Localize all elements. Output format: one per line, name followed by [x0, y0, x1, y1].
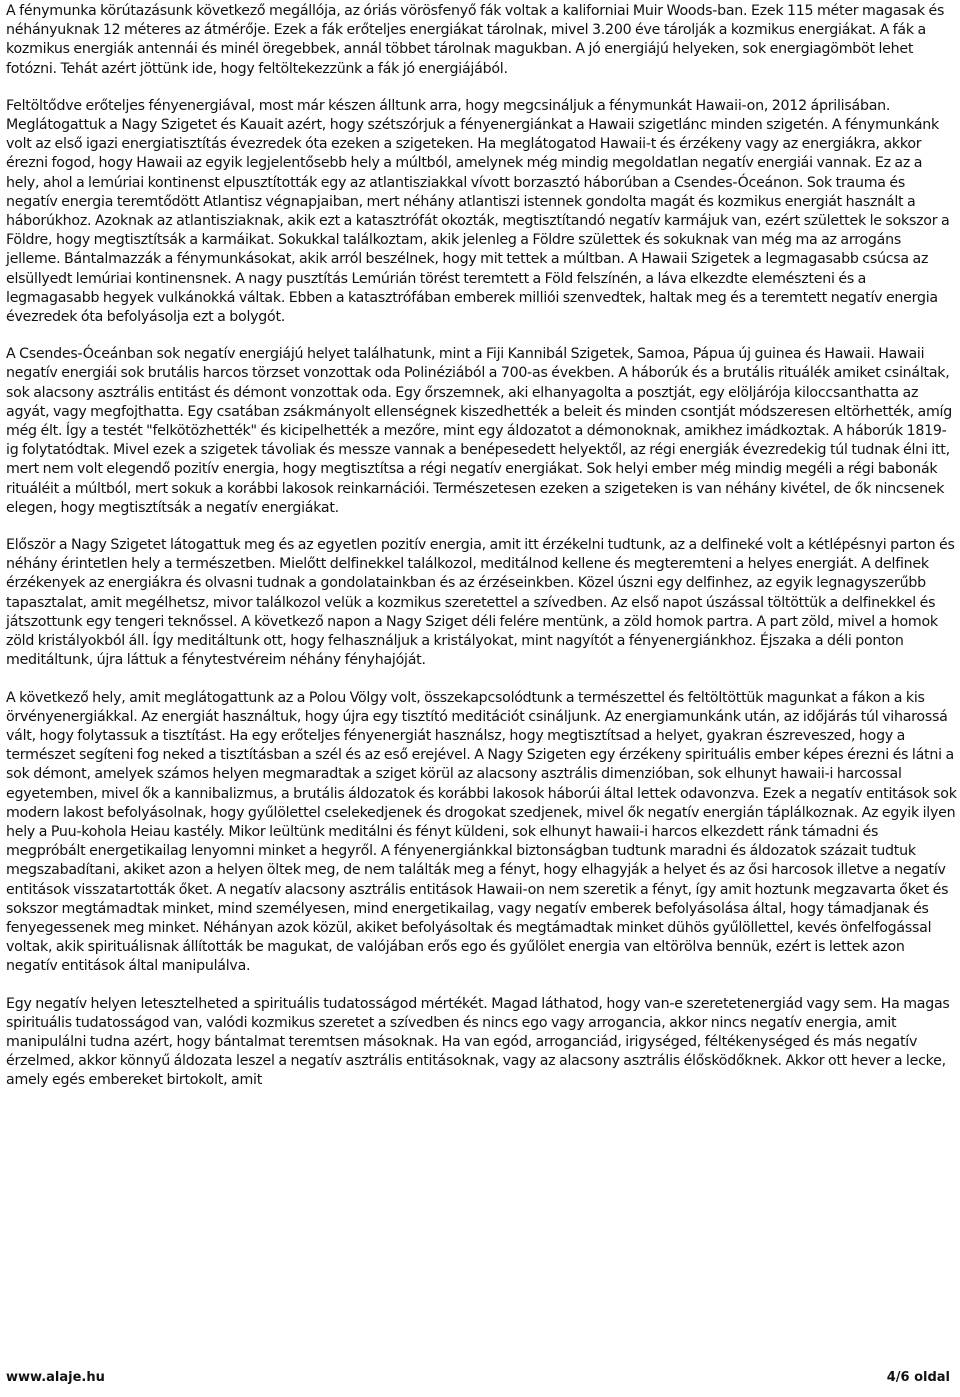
paragraph-4: Először a Nagy Szigetet látogattuk meg és az egyetlen pozitív energia, amit itt érzékelni tudtunk, az a delfineké volt a kétlépésnyi parton és néhány érintetlen hely a természetben. Mielőtt delfinekkel találkozol, meditálnod kellene és megteremteni a helyes energiát. A delfinek érzékenyek az energiákra és olvasni tudnak a gondolatainkban és az érzéseinkben. Közel úszni egy delfinhez, az egyik legnagyszerűbb tapasztalat, amit megélhetsz, mivor találkozol velük a kozmikus szeretettel a szívedben. Az első napot úszással töltöttük a delfinekkel és játszottunk egy tengeri teknőssel. A következő napon a Nagy Sziget déli felére mentünk, a zöld homok partra. A part zöld, mivel a homok zöld kristályokból áll. Így meditáltunk ott, hogy felhasználjuk a kristályokat, mint nagyítót a fényenergiánkhoz. Éjszaka a déli ponton meditáltunk, újra láttuk a fénytestvéreim néhány fényhajóját. — [6, 537, 955, 669]
paragraph-1: A fénymunka körútazásunk következő megállója, az óriás vörösfenyő fák voltak a kaliforniai Muir Woods-ban. Ezek 115 méter magasak és néhányuknak 12 méteres az átmérője. Ezek a fák erőteljes energiákat tárolnak, mivel 3.200 éve tárolják a kozmikus energiákat. A fák a kozmikus energiák antennái és minél öregebbek, annál többet tárolnak magukban. A jó energiájú helyeken, sok energiagömböt lehet fotózni. Tehát azért jöttünk ide, hogy feltöltekezzünk a fák jó energiájából. — [6, 3, 945, 77]
footer-website: www.alaje.hu — [6, 1370, 105, 1385]
footer-page-number: 4/6 oldal — [886, 1370, 950, 1385]
paragraph-3: A Csendes-Óceánban sok negatív energiájú helyet találhatunk, mint a Fiji Kannibál Szigetek, Samoa, Pápua új guinea és Hawaii. Hawaii negatív energiái sok brutális harcos törzset vonzottak oda Polinéziából a 700-as években. A háborúk és a brutális rituálék amiket csináltak, sok alacsony asztrális entitást és démont vonzottak oda. Egy őrszemnek, aki elhanyagolta a posztját, egy elöljárója kiloccsanthatta az agyát, vagy megfojthatta. Egy csatában zsákmányolt ellenségnek kiszedhették a beleit és minden csontját módszeresen eltörhették, amíg még élt. Így a testét "felkötözhették" és kicipelhették a mezőre, mint egy áldozatot a démonoknak, amikhez imádkoztak. A háborúk 1819-ig folytatódtak. Mivel ezek a szigetek távoliak és messze vannak a benépesedett helyektől, az régi energiák évezredekig túl tudnak élni itt, mert nem volt elegendő pozitív energia, hogy megtisztítsa a régi negatív energiákat. Sok helyi ember még mindig megéli a régi babonák rituáléit a múltból, mert sokuk a korábbi lakosok reinkarnációi. Természetesen ezeken a szigeteken is van néhány kivétel, de ők nincsenek elegen, hogy megtisztítsák a negatív energiákat. — [6, 346, 952, 516]
paragraph-6: Egy negatív helyen letesztelheted a spirituális tudatosságod mértékét. Magad láthatod, hogy van-e szeretetenergiád vagy sem. Ha magas spirituális tudatosságod van, valódi kozmikus szeretet a szívedben és nincs ego vagy arrogancia, akkor nincs negatív energia, amit manipulálni tudna azért, hogy bántalmat teremtsen másoknak. Ha van egód, arroganciád, irigységed, féltékenységed és más negatív érzelmed, akkor könnyű áldozata leszel a negatív asztrális entitásoknak, vagy az alacsony asztrális élősködőknek. Akkor ott hever a lecke, amely egés embereket birtokolt, amit — [6, 995, 950, 1089]
paragraph-5: A következő hely, amit meglátogattunk az a Polou Völgy volt, összekapcsolódtunk a természettel és feltöltöttük magunkat a fákon a kis örvényenergiákkal. Az energiát használtuk, hogy újra egy tisztító meditációt csináljunk. Az energiamunkánk után, az időjárás túl viharossá vált, hogy folytassuk a tisztítást. Ha egy erőteljes fényenergiát használsz, hogy megtisztítsad a helyet, gyakran észreveszed, hogy a természet segíteni fog neked a tisztításban a szél és az eső erejével. A Nagy Szigeten egy érzékeny spirituális ember képes érezni és látni a sok démont, amelyek számos helyen megmaradtak a sziget körül az alacsony asztrális dimenzióban, sok elhunyt hawaii-i harcossal egyetemben, mivel ők a kannibalizmus, a brutális áldozatok és korábbi lakosok háborúi által lettek odavonzva. Ezek a negatív entitások sok modern lakost befolyásolnak, hogy gyűlölettel cselekedjenek és drogokat szedjenek, mivel ők negatív energián táplálkoznak. Az egyik ilyen hely a Puu-kohola Heiau kastély. Mikor leültünk meditálni és fényt küldeni, sok elhunyt hawaii-i harcos elkezdett ránk támadni és megpróbált energetikailag lenyomni minket a hegyről. A fényenergiánkkal biztonságban tudtunk maradni és áldozatok százait tudtuk megszabadítani, akiket azon a helyen öltek meg, de nem találták meg a fényt, hogy elhagyják a helyet és az ősi harcosok illetve a negatív entitások visszatartották őket. A negatív alacsony asztrális entitások Hawaii-on nem szeretik a fényt, így amit hoztunk megzavarta őket és sokszor megtámadtak minket, mind személyesen, mind energetikailag, vagy negatív emberek befolyásolása által, hogy támadjanak és fenyegessenek meg minket. Néhányan azok közül, akiket befolyásoltak és megtámadtak minket dühös gyűlöllettel, kevés önfelfogással voltak, akik spirituálisnak állították be magukat, de valójában erős ego és gyűlölet energia van eltörölva bennük, ezért is lettek azon negatív entitások által manipulálva. — [6, 689, 957, 975]
paragraph-2: Feltöltődve erőteljes fényenergiával, most már készen álltunk arra, hogy megcsináljuk a fénymunkát Hawaii-on, 2012 áprilisában. Meglátogattuk a Nagy Szigetet és Kauait azért, hogy szétszórjuk a fényenergiánkat a Hawaii szigetlánc minden szigetén. A fénymunkánk volt az első igazi energiatisztítás évezredek óta ezeken a szigeteken. Ha meglátogatod Hawaii-t és érzékeny vagy az energiákra, akkor érezni fogod, hogy Hawaii az egyik legjelentősebb hely a múltból, amelynek még mindig megoldatlan negatív energiái vannak. Ez az a hely, ahol a lemúriai kontinenst elpusztították egy az atlantisziakkal vívott borzasztó háborúban a Csendes-Óceánon. Sok trauma és negatív energia teremtődött Atlantisz végnapjaiban, mert néhány atlantiszi istennek gondolta magát és kozmikus energiát használt a háborúkhoz. Azoknak az atlantisziaknak, akik ezt a katasztrófát okozták, megtisztítandó negatív karmájuk van, ezért születtek le sokszor a Földre, hogy megtisztítsák a karmáikat. Sokukkal találkoztam, akik jelenleg a Földre születtek és sokuknak van még ma az arrogáns jelleme. Bántalmazzák a fénymunkásokat, akik arról beszélnek, hogy mit tettek a múltban. A Hawaii Szigetek a legmagasabb csúcsa az elsüllyedt lemúriai kontinensnek. A nagy pusztítás Lemúrián törést teremtett a Föld felszínén, a láva elkezdte elemészteni és a legmagasabb hegyek vulkánokká váltak. Ebben a katasztrófában emberek milliói szenvedtek, haltak meg és a teremtett negatív energia évezredek óta befolyásolja ezt a bolygót. — [6, 97, 950, 326]
page-footer — [6, 1370, 950, 1386]
document-body — [6, 2, 958, 1109]
